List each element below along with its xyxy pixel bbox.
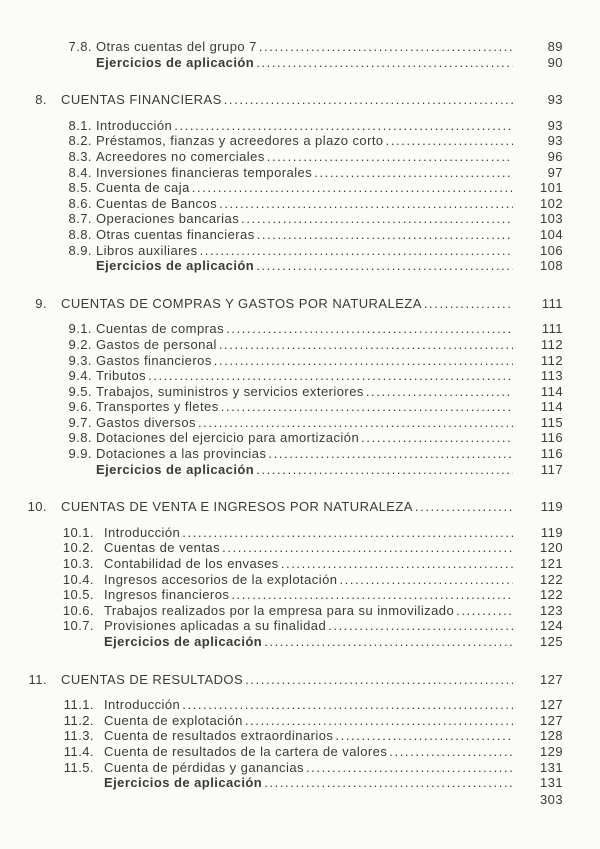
entry-page: 117 — [540, 461, 563, 477]
toc-entry — [0, 149, 600, 165]
entry-title: CUENTAS DE RESULTADOS — [61, 671, 244, 687]
dot-leader — [366, 384, 513, 400]
entry-title: Cuenta de pérdidas y ganancias — [104, 759, 304, 775]
entry-title: Ingresos accesorios de la explotación — [104, 571, 338, 587]
entry-title: Dotaciones del ejercicio para amortización — [96, 430, 360, 446]
entry-page: 120 — [539, 540, 563, 556]
toc-entry — [0, 243, 600, 259]
entry-page: 93 — [547, 92, 563, 108]
dot-leader — [264, 775, 513, 791]
entry-title: Transportes y fletes — [96, 399, 219, 415]
entry-title: Introducción — [104, 524, 181, 540]
entry-page: 111 — [541, 321, 563, 337]
dot-leader — [226, 321, 513, 337]
entry-title: Cuentas de compras — [96, 321, 225, 337]
toc-entry — [0, 39, 600, 55]
entry-title: CUENTAS DE VENTA E INGRESOS POR NATURALEZA — [61, 499, 413, 515]
entry-page: 90 — [547, 54, 563, 70]
toc-entry — [0, 728, 600, 744]
exercises-entry — [0, 258, 600, 274]
entry-title: Acreedores no comerciales — [96, 148, 265, 164]
entry-number: 10. — [27, 499, 47, 515]
section-gap — [0, 274, 600, 296]
toc-entry — [0, 384, 600, 400]
entry-number: 8.5. — [68, 180, 92, 196]
dot-leader — [335, 728, 513, 744]
dot-leader — [224, 92, 513, 108]
entry-page: 112 — [540, 352, 563, 368]
toc-entry — [0, 587, 600, 603]
entry-title: Cuenta de resultados extraordinarios — [104, 728, 334, 744]
section-gap — [0, 311, 600, 321]
entry-number: 9.7. — [68, 414, 92, 430]
dot-leader — [174, 118, 513, 134]
dot-leader — [361, 430, 513, 446]
dot-leader — [221, 399, 513, 415]
dot-leader — [256, 55, 513, 71]
entry-number: 7.8. — [68, 39, 92, 54]
entry-page: 128 — [539, 728, 563, 744]
entry-title: Cuenta de explotación — [104, 712, 243, 728]
entry-title: Otras cuentas financieras — [96, 226, 255, 242]
entry-number: 9.2. — [68, 336, 92, 352]
entry-title: Cuentas de Bancos — [96, 195, 218, 211]
exercises-entry — [0, 775, 600, 791]
entry-number: 8. — [35, 92, 47, 108]
toc-entry — [0, 321, 600, 337]
dot-leader — [256, 258, 513, 274]
entry-page: 122 — [539, 587, 563, 603]
toc-entry — [0, 697, 600, 713]
entry-title: Ejercicios de aplicación — [96, 258, 255, 274]
entry-title: Cuenta de caja — [96, 180, 190, 196]
dot-leader — [219, 337, 513, 353]
dot-leader — [415, 499, 513, 515]
entry-page: 111 — [541, 295, 563, 311]
entry-page: 104 — [539, 226, 563, 242]
entry-title: Operaciones bancarias — [96, 211, 240, 227]
section-gap — [0, 477, 600, 499]
dot-leader — [182, 697, 513, 713]
entry-title: Ingresos financieros — [104, 587, 230, 603]
entry-number: 8.4. — [68, 164, 92, 180]
dot-leader — [200, 243, 513, 259]
entry-number: 10.6. — [62, 602, 94, 618]
section-gap — [0, 70, 600, 92]
dot-leader — [241, 211, 513, 227]
entry-number: 10.2. — [62, 540, 94, 556]
entry-page: 97 — [547, 164, 563, 180]
dot-leader — [245, 672, 513, 688]
entry-title: Ejercicios de aplicación — [104, 775, 263, 791]
dot-leader — [222, 540, 513, 556]
toc-entry — [0, 399, 600, 415]
toc-entry — [0, 556, 600, 572]
entry-page: 131 — [539, 759, 563, 775]
entry-page: 114 — [540, 399, 563, 415]
toc-entry — [0, 572, 600, 588]
dot-leader — [268, 446, 513, 462]
toc-entry — [0, 133, 600, 149]
entry-page: 114 — [540, 383, 563, 399]
entry-title: Contabilidad de los envases — [104, 556, 279, 572]
entry-page: 121 — [539, 556, 563, 572]
entry-page: 112 — [540, 336, 563, 352]
dot-leader — [264, 634, 513, 650]
entry-title: Tributos — [96, 368, 147, 384]
dot-leader — [214, 353, 513, 369]
dot-leader — [424, 296, 513, 312]
entry-number: 11.5. — [63, 759, 94, 775]
entry-number: 10.1. — [62, 524, 94, 540]
exercises-entry — [0, 634, 600, 650]
entry-page: 89 — [547, 39, 563, 54]
toc-entry — [0, 211, 600, 227]
entry-title: Dotaciones a las provincias — [96, 446, 267, 462]
entry-page: 122 — [539, 571, 563, 587]
entry-page: 101 — [539, 180, 563, 196]
entry-page: 116 — [540, 430, 563, 446]
entry-page: 119 — [540, 499, 563, 515]
toc-entry — [0, 118, 600, 134]
dot-leader — [259, 39, 513, 55]
entry-title: Trabajos, suministros y servicios exteriores — [96, 383, 364, 399]
entry-title: Ejercicios de aplicación — [96, 461, 255, 477]
exercises-entry — [0, 55, 600, 71]
entry-number: 11.2. — [63, 712, 94, 728]
section-gap — [0, 108, 600, 118]
entry-number: 9.5. — [68, 383, 92, 399]
entry-number: 9.3. — [68, 352, 92, 368]
entry-number: 8.1. — [68, 117, 92, 133]
entry-title: CUENTAS FINANCIERAS — [61, 92, 222, 108]
entry-page: 123 — [539, 602, 563, 618]
entry-page: 102 — [539, 195, 563, 211]
table-of-contents — [0, 39, 600, 791]
toc-entry — [0, 227, 600, 243]
toc-entry — [0, 196, 600, 212]
dot-leader — [389, 744, 513, 760]
entry-title: CUENTAS DE COMPRAS Y GASTOS POR NATURALEZA — [61, 295, 422, 311]
entry-title: Provisiones aplicadas a su finalidad — [104, 618, 327, 634]
toc-entry — [0, 744, 600, 760]
entry-page: 127 — [539, 671, 563, 687]
entry-number: 10.4. — [62, 571, 94, 587]
toc-entry — [0, 415, 600, 431]
entry-page: 108 — [539, 258, 563, 274]
toc-entry — [0, 430, 600, 446]
entry-title: Cuenta de resultados de la cartera de valores — [104, 743, 388, 759]
entry-number: 9.8. — [68, 430, 92, 446]
dot-leader — [148, 368, 513, 384]
dot-leader — [267, 149, 513, 165]
entry-title: Trabajos realizados por la empresa para su inmovilizado — [104, 602, 455, 618]
entry-number: 11.4. — [63, 743, 94, 759]
dot-leader — [306, 760, 513, 776]
dot-leader — [219, 196, 513, 212]
entry-title: Préstamos, fianzas y acreedores a plazo corto — [96, 133, 384, 149]
toc-entry — [0, 760, 600, 776]
entry-page: 127 — [539, 712, 563, 728]
dot-leader — [314, 165, 513, 181]
entry-number: 11.1. — [63, 697, 94, 713]
entry-number: 8.3. — [68, 148, 92, 164]
entry-title: Inversiones financieras temporales — [96, 164, 313, 180]
toc-entry — [0, 618, 600, 634]
entry-page: 127 — [539, 697, 563, 713]
entry-page: 93 — [547, 133, 563, 149]
dot-leader — [281, 556, 513, 572]
entry-number: 10.7. — [62, 618, 94, 634]
entry-title: Otras cuentas del grupo 7 — [96, 39, 257, 54]
exercises-entry — [0, 462, 600, 478]
chapter-heading — [0, 92, 600, 108]
chapter-heading — [0, 296, 600, 312]
entry-title: Ejercicios de aplicación — [96, 54, 255, 70]
entry-title: Cuentas de ventas — [104, 540, 221, 556]
toc-entry — [0, 337, 600, 353]
dot-leader — [231, 587, 513, 603]
section-gap — [0, 515, 600, 525]
entry-title: Gastos diversos — [96, 414, 196, 430]
toc-entry — [0, 540, 600, 556]
entry-page: 125 — [539, 634, 563, 649]
chapter-heading — [0, 499, 600, 515]
entry-number: 9.1. — [68, 321, 92, 337]
toc-entry — [0, 368, 600, 384]
entry-number: 9.6. — [68, 399, 92, 415]
page-number: 303 — [539, 792, 563, 807]
entry-number: 11.3. — [63, 728, 94, 744]
toc-entry — [0, 165, 600, 181]
entry-page: 119 — [540, 524, 563, 540]
dot-leader — [182, 525, 513, 541]
entry-title: Introducción — [96, 117, 173, 133]
dot-leader — [456, 603, 513, 619]
entry-title: Gastos de personal — [96, 336, 217, 352]
entry-title: Ejercicios de aplicación — [104, 634, 263, 649]
section-gap — [0, 650, 600, 672]
toc-entry — [0, 353, 600, 369]
entry-page: 129 — [539, 743, 563, 759]
chapter-heading — [0, 672, 600, 688]
entry-number: 9. — [35, 295, 47, 311]
entry-title: Introducción — [104, 697, 181, 713]
entry-number: 10.3. — [62, 556, 94, 572]
entry-number: 8.9. — [68, 242, 92, 258]
dot-leader — [257, 227, 513, 243]
entry-page: 93 — [547, 117, 563, 133]
dot-leader — [245, 713, 513, 729]
dot-leader — [328, 618, 513, 634]
dot-leader — [386, 133, 513, 149]
entry-title: Gastos financieros — [96, 352, 212, 368]
toc-entry — [0, 446, 600, 462]
entry-number: 10.5. — [62, 587, 94, 603]
toc-entry — [0, 603, 600, 619]
dot-leader — [198, 415, 513, 431]
entry-number: 11. — [28, 671, 47, 687]
entry-page: 113 — [540, 368, 563, 384]
entry-page: 96 — [547, 148, 563, 164]
dot-leader — [256, 462, 513, 478]
toc-entry — [0, 525, 600, 541]
toc-entry — [0, 713, 600, 729]
entry-page: 116 — [540, 446, 563, 462]
entry-number: 8.7. — [68, 211, 92, 227]
entry-number: 8.8. — [68, 226, 92, 242]
entry-number: 8.2. — [68, 133, 92, 149]
entry-page: 106 — [539, 242, 563, 258]
section-gap — [0, 687, 600, 697]
entry-page: 131 — [539, 775, 563, 791]
entry-page: 124 — [539, 618, 563, 634]
entry-page: 115 — [540, 414, 563, 430]
dot-leader — [339, 572, 513, 588]
toc-entry — [0, 180, 600, 196]
entry-title: Libros auxiliares — [96, 242, 198, 258]
dot-leader — [192, 180, 513, 196]
entry-number: 9.9. — [68, 446, 92, 462]
entry-page: 103 — [539, 211, 563, 227]
entry-number: 9.4. — [68, 368, 92, 384]
entry-number: 8.6. — [68, 195, 92, 211]
